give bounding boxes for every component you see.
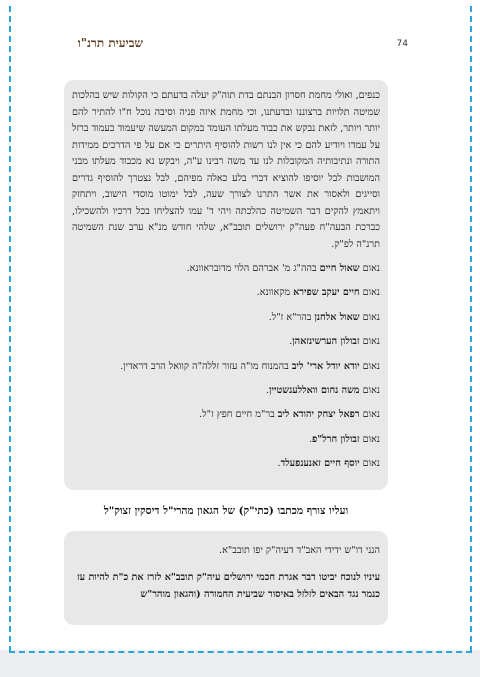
signer-line — [72, 262, 380, 286]
frame-bottom-dashed-border — [9, 651, 472, 653]
page-number: 74 — [396, 39, 408, 49]
signer-line — [72, 311, 380, 335]
running-title: שביעית תרנ"ו — [77, 36, 143, 50]
signer-prefix: נאום — [362, 433, 380, 445]
attachment-box — [64, 531, 388, 625]
signer-suffix: בר"מ חיים חפץ ז"ל. — [199, 409, 275, 421]
signer-prefix: נאום — [362, 409, 380, 421]
frame-left-dashed-border — [9, 6, 11, 652]
signer-prefix: נאום — [362, 458, 380, 470]
signer-suffix: . — [265, 384, 270, 396]
signer-line — [72, 433, 380, 457]
signer-suffix: בהר"א ז"ל. — [268, 311, 312, 323]
signer-prefix: נאום — [362, 263, 380, 274]
signer-name: שאול אלחנן — [314, 311, 360, 323]
signer-name: משה נחום וואללענשטיין — [269, 384, 360, 396]
signer-name: שאול חיים — [319, 263, 360, 274]
attachment-heading: ועליו צורף מכתבו (כתי"ק) של הגאון מהרי"ל דיסקין זצוק"ל — [103, 505, 349, 517]
signer-line — [72, 384, 380, 408]
signer-name: זבולון הערשינזאהן — [292, 336, 360, 348]
signer-prefix: נאום — [362, 360, 380, 372]
signer-line — [72, 286, 380, 310]
letter-paragraph: כנפים, ואולי מחמת חסרון הבנתם בדת תוה"ק יעלה בדעתם כי הקולות שיש בהלכות שמיטה תלויות ברצוננו ובדעתנו, וכי מחמת איזה פניה וסיבה נוכל ח"ו להתיר להם יותר ויותר, לזאת נבקש את כבוד מעלתו העומד במקום המעשה שיעמוד כעמוד ברזל על עמדו ויודיע להם כי אין לנו רשות להוסיף היתרים כי אם על פי הדרכים ממידות התורה ונתיבותיה המקובלות לנו עד משה רבינו ע"ה, ויבקש נא מכבוד מעלתו מבני המושבות לבל יוסיפו להוציא דברי בלע כאלה מפיהם, לבל נצטרך להוסיף גדרים וסייגים ולאסור את אשר התרנו לצורך שעה, לבל ימוטו מוסדי הישוב, ויתחזק ויתאמץ להקים דבר השמיטה כהלכתה ויהי ד' עמו להצליחו בכל דרכיו ולהשכילו, כברכת הבעה"ח פעה"ק ירושלים תובב"א, שלהי חודש מנ"א ערב שנת השמיטה תרנ"ה לפ"ק. — [72, 90, 380, 250]
attachment-body: עיניו לנוכח יביטו דבר אגרת חכמי ירושלים עיה"ק תובב"א לזרז את כ"ת להיות עז כנמר נגד הבאים לזלזל באיסור שביעית החמורה (והגאון מוהר"ש — [77, 572, 380, 600]
signer-line — [72, 335, 380, 359]
signer-line — [72, 457, 380, 481]
signer-name: יודא יודל ארי' ליב — [291, 360, 360, 372]
signer-line — [72, 408, 380, 432]
signer-name: יוסף חיים זאנענפעלד — [280, 458, 360, 470]
signer-name: חיים יעקב שפירא — [293, 287, 360, 299]
signers-list — [72, 262, 380, 482]
signer-name: רפאל יצחק יהודא ליב — [277, 409, 360, 421]
signer-prefix: נאום — [362, 336, 380, 348]
signer-prefix: נאום — [362, 287, 380, 299]
letter-box — [64, 80, 388, 490]
signer-suffix: . — [277, 458, 281, 470]
signer-prefix: נאום — [362, 384, 380, 396]
frame-right-dashed-border — [470, 6, 472, 652]
signer-prefix: נאום — [362, 311, 380, 323]
signer-suffix: בהה"ג מ' אברהם הלוי מדובראוונא. — [186, 263, 317, 274]
signer-suffix: . — [308, 433, 313, 445]
signer-suffix: בהמנוח מו"ה עזור זללה"ה קוואל הרב דראדין. — [120, 360, 289, 372]
signer-name: זבולון חרל"פ — [312, 433, 360, 445]
attachment-greeting: הנני דו"ש ידידי האב"ד דעיה"ק יפו תובב"א. — [219, 545, 380, 556]
signer-suffix: . — [289, 336, 293, 348]
signer-suffix: מקאוונא. — [256, 287, 291, 299]
signer-line — [72, 360, 380, 384]
